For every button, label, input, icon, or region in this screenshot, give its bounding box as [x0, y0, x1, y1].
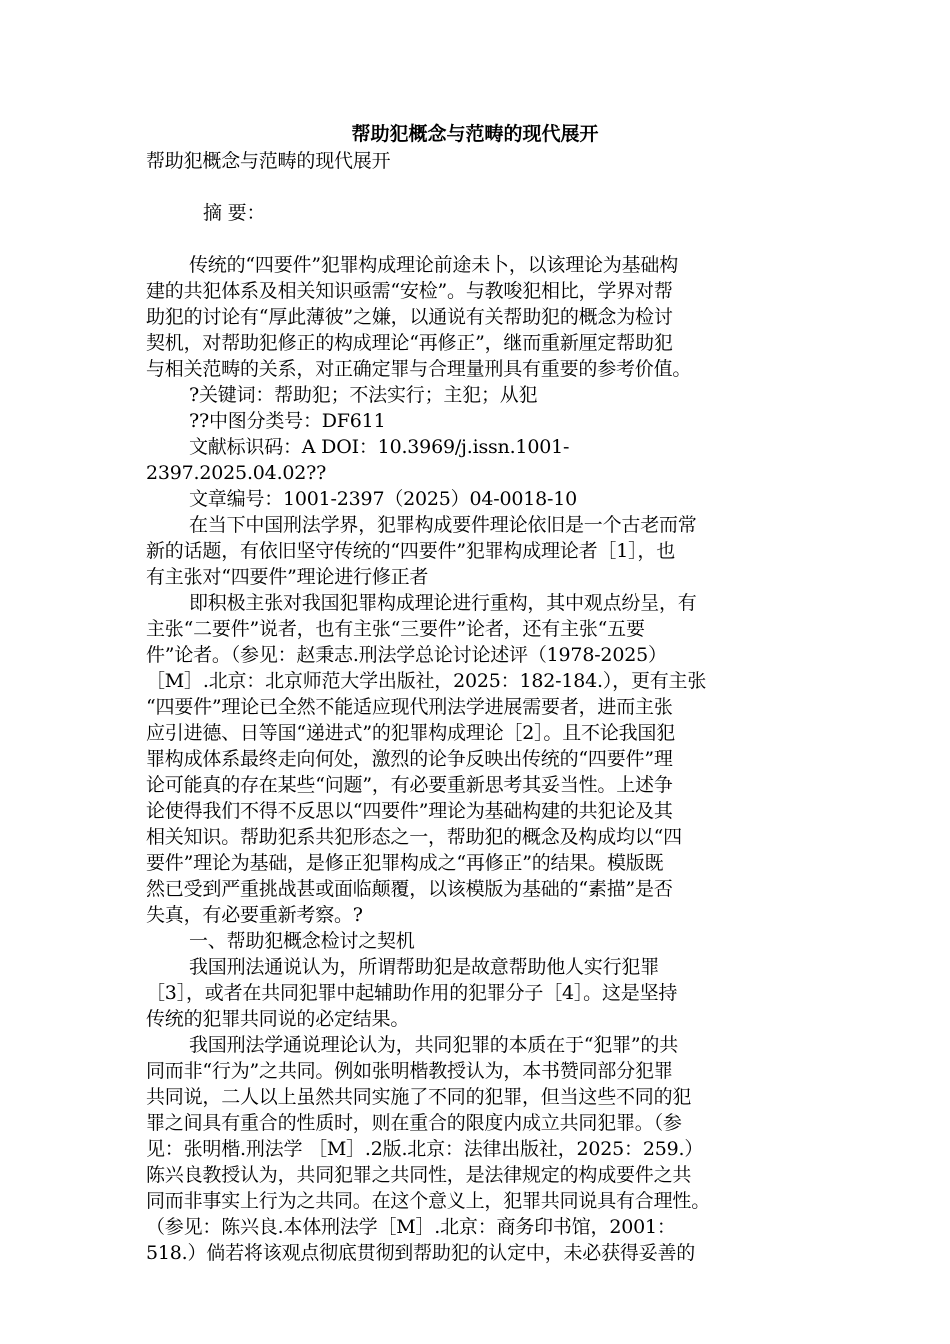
text-line: ??中图分类号：DF611 [189, 410, 386, 432]
text-line: ［3］，或者在共同犯罪中起辅助作用的犯罪分子［4］。这是坚持 [146, 982, 678, 1004]
text-line: 失真，有必要重新考察。? [146, 904, 363, 926]
text-line: 要件”理论为基础，是修正犯罪构成之“再修正”的结果。模版既 [146, 852, 664, 874]
text-line: （参见：陈兴良.本体刑法学［M］.北京：商务印书馆，2001： [146, 1216, 676, 1238]
text-line: 文献标识码：A DOI：10.3969/j.issn.1001- [189, 436, 570, 458]
text-line: 罪构成体系最终走向何处，激烈的论争反映出传统的“四要件”理 [146, 748, 673, 770]
text-line: 文章编号：1001-2397（2025）04-0018-10 [189, 488, 578, 510]
text-line: 帮助犯概念与范畴的现代展开 [146, 150, 391, 172]
text-line: 一、帮助犯概念检讨之契机 [189, 930, 415, 952]
text-line: 应引进德、日等国“递进式”的犯罪构成理论［2］。且不论我国犯 [146, 722, 676, 744]
text-line: 件”论者。（参见：赵秉志.刑法学总论讨论述评（1978-2025） [146, 644, 667, 666]
text-line: 我国刑法通说认为，所谓帮助犯是故意帮助他人实行犯罪 [189, 956, 660, 978]
document-title: 帮助犯概念与范畴的现代展开 [351, 123, 599, 145]
text-line: 同而非“行为”之共同。例如张明楷教授认为，本书赞同部分犯罪 [146, 1060, 673, 1082]
text-line: 罪之间具有重合的性质时，则在重合的限度内成立共同犯罪。（参 [146, 1112, 682, 1134]
text-line: 我国刑法学通说理论认为，共同犯罪的本质在于“犯罪”的共 [189, 1034, 679, 1056]
text-line: 陈兴良教授认为，共同犯罪之共同性，是法律规定的构成要件之共 [146, 1164, 692, 1186]
text-line: 518.）倘若将该观点彻底贯彻到帮助犯的认定中，未必获得妥善的 [146, 1242, 696, 1264]
text-line: 2397.2025.04.02?? [146, 462, 327, 484]
blank-line [146, 226, 806, 252]
text-line: ?关键词：帮助犯；不法实行；主犯；从犯 [189, 384, 538, 406]
text-line: 有主张对“四要件”理论进行修正者 [146, 566, 429, 588]
text-line: 摘 要： [203, 202, 266, 224]
text-line: 主张“二要件”说者，也有主张“三要件”论者，还有主张“五要 [146, 618, 645, 640]
text-line: 然已受到严重挑战甚或面临颠覆，以该模版为基础的“素描”是否 [146, 878, 673, 900]
text-line: 相关知识。帮助犯系共犯形态之一，帮助犯的概念及构成均以“四 [146, 826, 682, 848]
text-line: 建的共犯体系及相关知识亟需“安检”。与教唆犯相比，学界对帮 [146, 280, 673, 302]
text-line: 与相关范畴的关系，对正确定罪与合理量刑具有重要的参考价值。 [146, 358, 692, 380]
text-line: 论使得我们不得不反思以“四要件”理论为基础构建的共犯论及其 [146, 800, 673, 822]
text-line: 论可能真的存在某些“问题”，有必要重新思考其妥当性。上述争 [146, 774, 673, 796]
document-body [146, 148, 806, 1266]
text-line: 即积极主张对我国犯罪构成理论进行重构，其中观点纷呈，有 [189, 592, 697, 614]
text-line: ［M］.北京：北京师范大学出版社，2025：182-184.），更有主张 [146, 670, 707, 692]
text-line: 见：张明楷.刑法学 ［M］.2版.北京：法律出版社，2025：259.） [146, 1138, 704, 1160]
text-line: 在当下中国刑法学界，犯罪构成要件理论依旧是一个古老而常 [189, 514, 697, 536]
text-line: 共同说，二人以上虽然共同实施了不同的犯罪，但当这些不同的犯 [146, 1086, 692, 1108]
text-line: 契机，对帮助犯修正的构成理论“再修正”，继而重新厘定帮助犯 [146, 332, 673, 354]
text-line: 助犯的讨论有“厚此薄彼”之嫌，以通说有关帮助犯的概念为检讨 [146, 306, 673, 328]
text-line: 传统的“四要件”犯罪构成理论前途未卜，以该理论为基础构 [189, 254, 679, 276]
text-line: 同而非事实上行为之共同。在这个意义上，犯罪共同说具有合理性。 [146, 1190, 711, 1212]
text-line: 新的话题，有依旧坚守传统的“四要件”犯罪构成理论者［1］，也 [146, 540, 676, 562]
text-line: “四要件”理论已全然不能适应现代刑法学进展需要者，进而主张 [146, 696, 673, 718]
text-line: 传统的犯罪共同说的必定结果。 [146, 1008, 410, 1030]
blank-line [146, 174, 806, 200]
